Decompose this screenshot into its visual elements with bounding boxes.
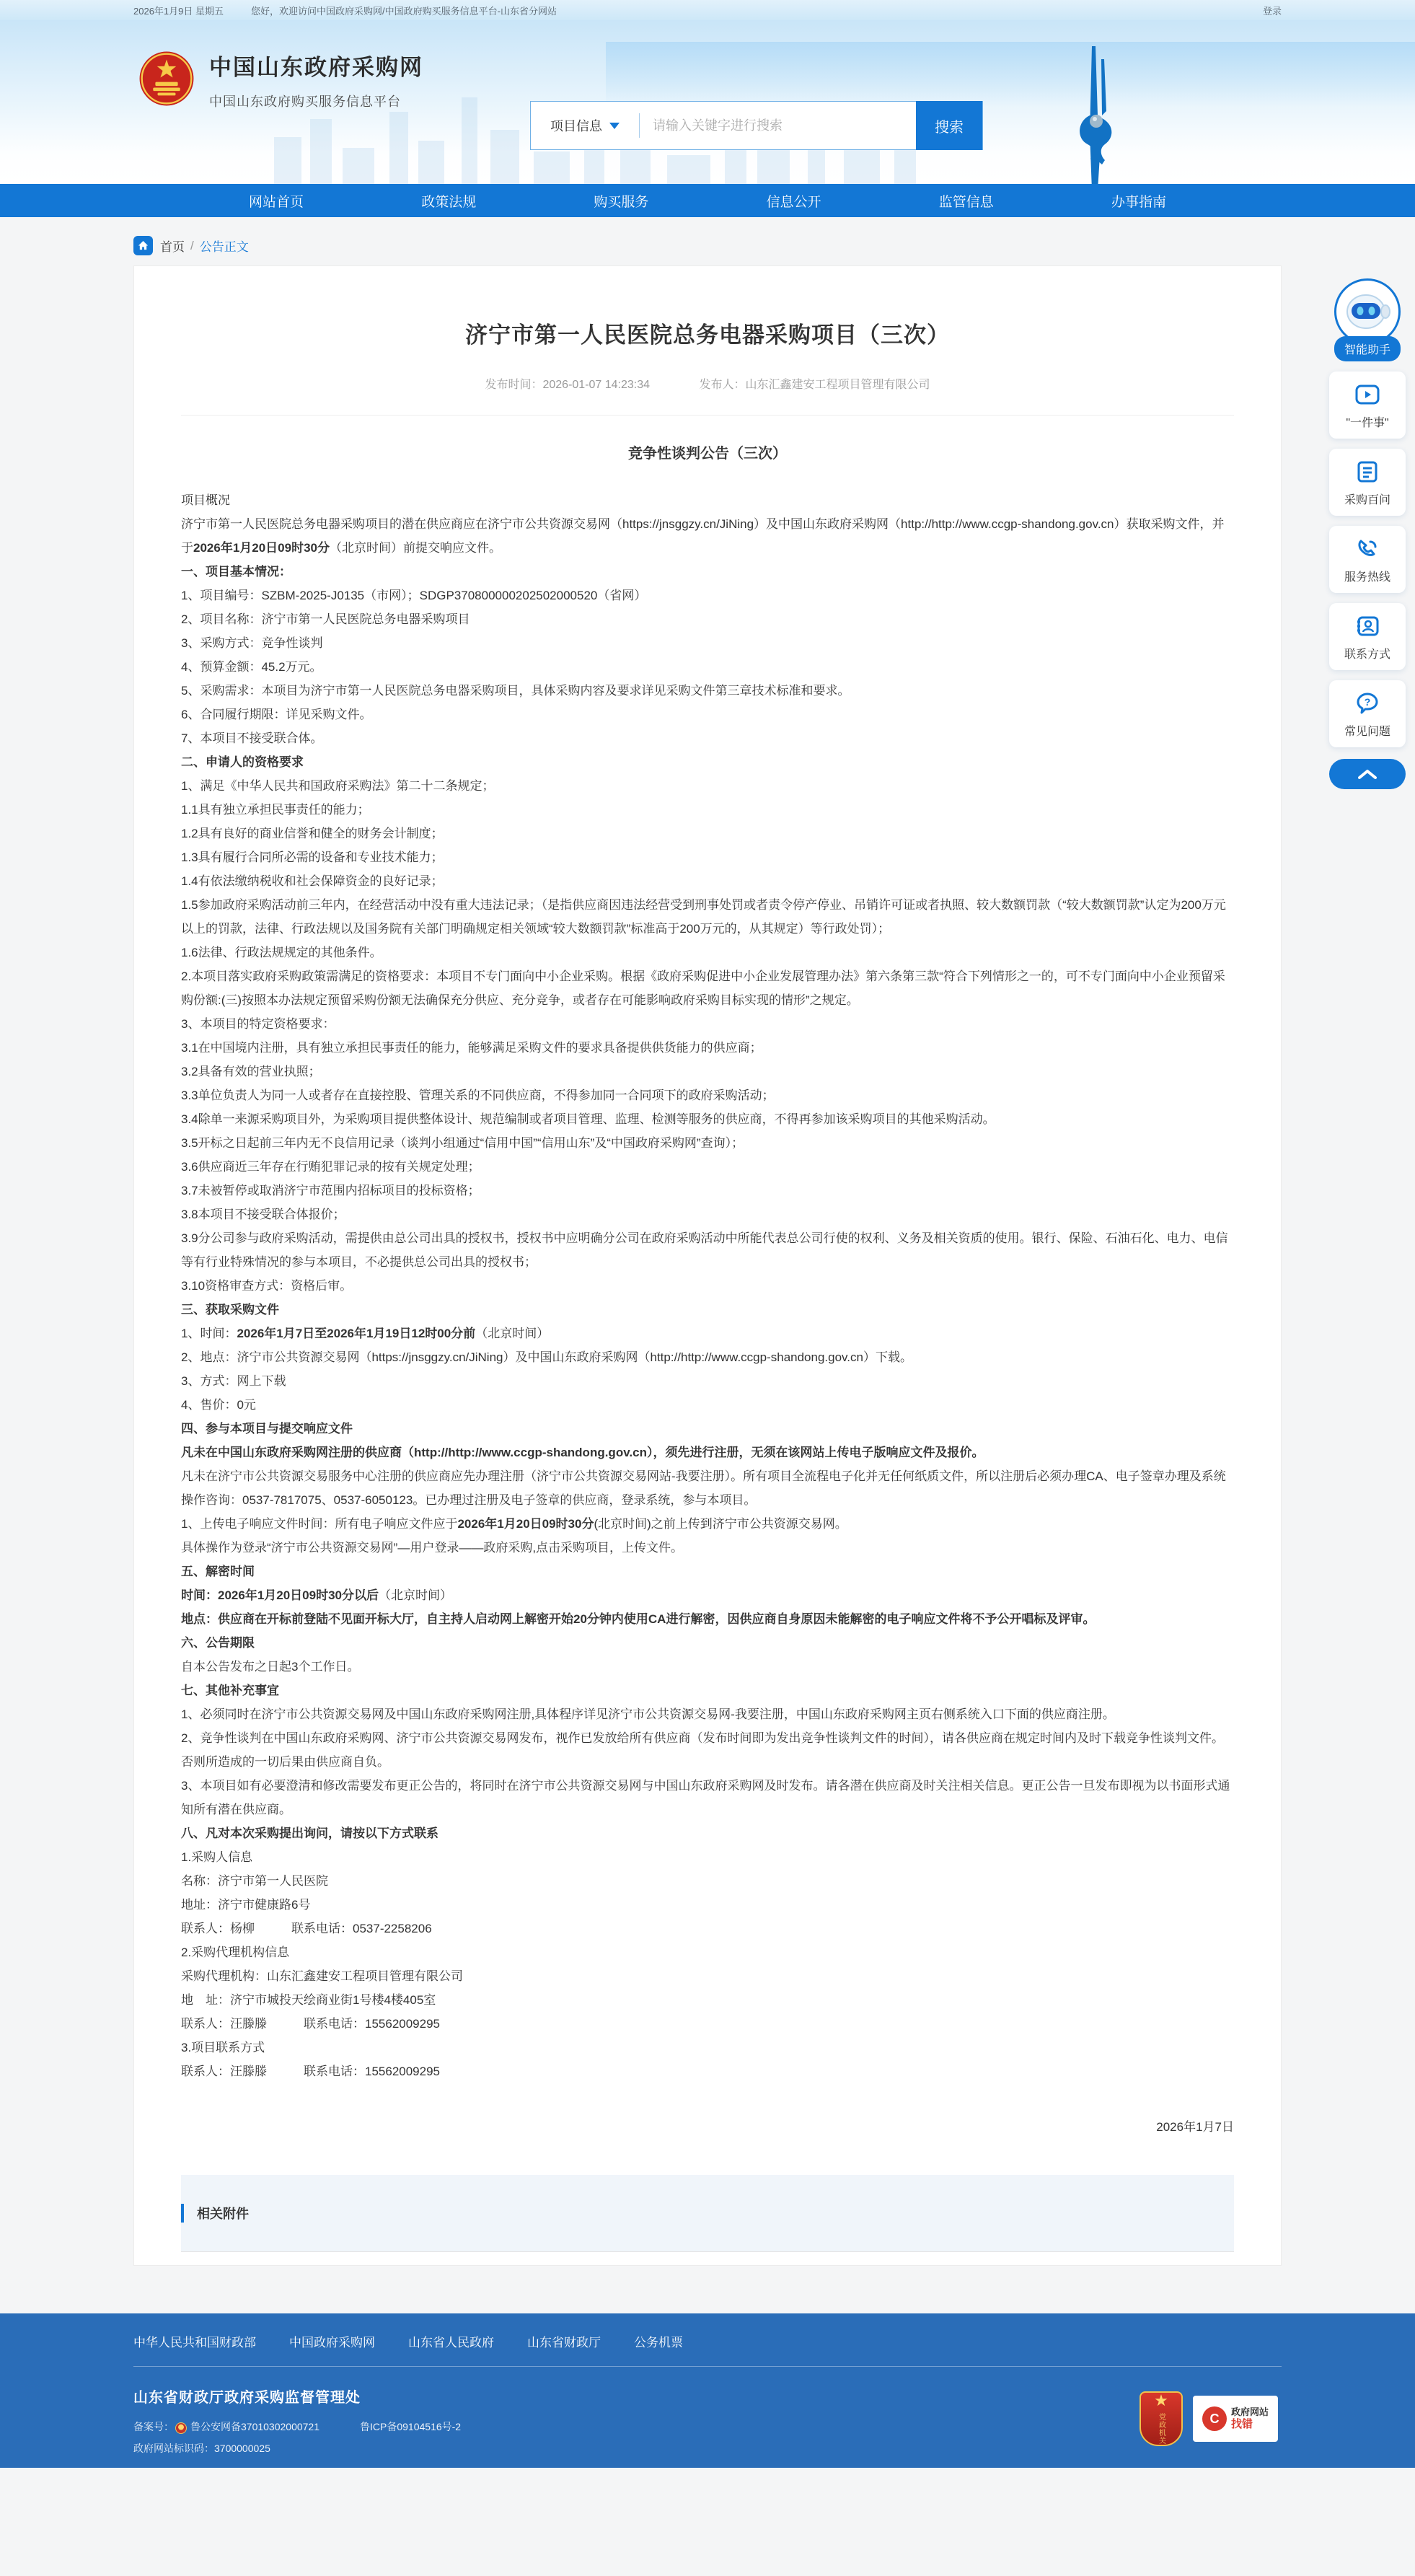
publish-time [485,379,653,391]
article-paragraph [181,1369,1234,1393]
article-text: 3.2具备有效的营业执照； [181,1065,321,1078]
article-text: 1.2具有良好的商业信誉和健全的财务会计制度； [181,827,444,840]
article-paragraph [181,607,1234,631]
article-text: 2、地点：济宁市公共资源交易网（https://jnsggzy.cn/JiNing）及中国山东政府采购网（http://http://www.ccgp-shandong.gov.cn）下载。 [181,1350,912,1364]
article-paragraph [181,655,1234,679]
article-text: 6、合同履行期限：详见采购文件。 [181,708,372,721]
article-text-bold: 六、公告期限 [181,1636,255,1650]
spring-city-sculpture-decoration [1066,46,1127,184]
article-paragraph [181,1845,1234,1869]
article-text: 7、本项目不接受联合体。 [181,731,323,745]
sidebar-tool-2[interactable] [1329,526,1406,593]
article-text: 3.4除单一来源采购项目外，为采购项目提供整体设计、规范编制或者项目管理、监理、检测等服务的供应商，不得再参加该采购项目的其他采购活动。 [181,1112,995,1126]
site-code-value: 3700000025 [214,2443,270,2454]
article-paragraph [181,1631,1234,1655]
site-subtitle: 中国山东政府购买服务信息平台 [209,94,401,109]
article-paragraph [181,1203,1234,1226]
nav-item-1[interactable]: 政策法规 [421,194,477,210]
article-paragraph [181,1083,1234,1107]
footer-link-2[interactable]: 山东省人民政府 [408,2336,494,2349]
article-text: 联系人：汪滕滕 联系电话：15562009295 [181,2017,440,2031]
svg-text:?: ? [1364,696,1371,708]
search-category-label: 项目信息 [550,119,602,133]
article-paragraph [181,1322,1234,1345]
article-text-bold: 2026年1月20日09时30分 [193,541,330,555]
beian-label: 备案号： [133,2421,174,2432]
chevron-down-icon [609,123,620,129]
article-text: 3、本项目的特定资格要求： [181,1017,335,1031]
announcement-subtitle: 竞争性谈判公告（三次） [628,446,787,462]
article-text: 1.6法律、行政法规规定的其他条件。 [181,946,382,959]
login-link[interactable]: 登录 [1262,5,1282,17]
publish-time-value: 2026-01-07 14:23:34 [542,379,651,391]
sidebar-tool-3[interactable] [1329,603,1406,670]
attachments-section [181,2175,1234,2252]
ai-assistant-avatar[interactable] [1334,278,1401,345]
article-text: 地址：济宁市健康路6号 [181,1898,311,1912]
article-text: 凡未在济宁市公共资源交易服务中心注册的供应商应先办理注册（济宁市公共资源交易网站-我要注册）。所有项目全流程电子化并无任何纸质文件，所以注册后必须办理CA、电子签章办理及系统操作咨询：0537-7817075、0537-6050123。已办理过注册及电子签章的供应商，登录系统，参与本项目。 [181,1469,1226,1507]
nav-item-2[interactable]: 购买服务 [594,194,649,210]
page-title: 济宁市第一人民医院总务电器采购项目（三次） [465,322,950,348]
article-paragraph [181,1560,1234,1583]
site-header [0,20,1415,184]
article-text: 1.采购人信息 [181,1850,253,1864]
sidebar-tool-label: 联系方式 [1344,649,1390,661]
article-text: 名称：济宁市第一人民医院 [181,1874,328,1888]
footer-department: 山东省财政厅政府采购监督管理处 [133,2390,361,2406]
meta-divider [181,415,1234,416]
footer-beian-row [133,2419,1282,2434]
article-text: 5、采购需求：本项目为济宁市第一人民医院总务电器采购项目，具体采购内容及要求详见采购文件第三章技术标准和要求。 [181,684,850,698]
article-text-bold: 地点：供应商在开标前登陆不见面开标大厅，自主持人启动网上解密开始20分钟内使用CA进行解密，因供应商自身原因未能解密的电子响应文件将不予公开唱标及评审。 [181,1612,1096,1626]
footer-link-3[interactable]: 山东省财政厅 [527,2336,601,2349]
phone-icon [1332,536,1403,562]
article-text: 1、满足《中华人民共和国政府采购法》第二十二条规定； [181,779,495,793]
article-paragraph [181,1869,1234,1893]
article-text-bold: 五、解密时间 [181,1565,255,1578]
article-paragraph [181,1774,1234,1821]
article-text-bold: 七、其他补充事宜 [181,1684,279,1697]
article-paragraph [181,1298,1234,1322]
document-icon [1332,459,1403,485]
article-paragraph [181,1607,1234,1631]
article-text: 3.10资格审查方式：资格后审。 [181,1279,353,1293]
sidebar-tool-label: "一件事" [1346,417,1389,429]
article-paragraph [181,774,1234,798]
star-icon: ★ [1154,2391,1168,2409]
search-bar [530,101,983,150]
nav-item-0[interactable]: 网站首页 [249,194,304,210]
search-input[interactable] [640,118,916,133]
article-paragraph [181,1988,1234,2012]
article-text: 3.项目联系方式 [181,2041,265,2054]
gov-agency-badge[interactable] [1140,2391,1183,2446]
sidebar-tool-0[interactable] [1329,372,1406,439]
article-text: 3.8本项目不接受联合体报价； [181,1208,345,1221]
article-text: 3、采购方式：竞争性谈判 [181,636,323,650]
announcement-date: 2026年1月7日 [1156,2120,1234,2134]
floating-toolbar [1326,278,1409,789]
article-text: 1、上传电子响应文件时间：所有电子响应文件应于 [181,1517,458,1531]
search-button[interactable]: 搜索 [916,101,982,150]
article-text: 3.9分公司参与政府采购活动，需提供由总公司出具的授权书，授权书中应明确分公司在政府采购活动中所能代表总公司行使的权利、义务及相关资质的使用。银行、保险、石油石化、电力、电信等有行业特殊情况的参与本项目，不必提供总公司出具的授权书； [181,1231,1228,1269]
article-text: （北京时间）前提交响应文件。 [330,541,502,555]
attachments-label: 相关附件 [181,2204,1234,2223]
article-paragraph [181,2012,1234,2036]
breadcrumb-home[interactable]: 首页 [160,240,185,254]
article-paragraph [181,1821,1234,1845]
sidebar-tool-4[interactable] [1329,680,1406,747]
article-paragraph [181,798,1234,822]
footer-link-1[interactable]: 中国政府采购网 [289,2336,375,2349]
article-paragraph [181,1726,1234,1774]
article-text: 1.1具有独立承担民事责任的能力； [181,803,370,817]
nav-item-4[interactable]: 监管信息 [938,194,994,210]
footer-divider [133,2366,1282,2367]
article-paragraph [181,1679,1234,1702]
breadcrumb-separator: / [190,238,194,252]
article-text: 2.本项目落实政府采购政策需满足的资格要求：本项目不专门面向中小企业采购。根据《政府采购促进中小企业发展管理办法》第六条第三款“符合下列情形之一的，可不专门面向中小企业预留采购份额:(三)按照本办法规定预留采购份额无法确保充分供应、充分竞争，或者存在可能影响政府采购目标实现的情形”之规定。 [181,970,1225,1007]
footer-link-0[interactable]: 中华人民共和国财政部 [133,2336,256,2349]
article-paragraph [181,1441,1234,1464]
article-text: 3.5开标之日起前三年内无不良信用记录（谈判小组通过“信用中国”“信用山东”及“中国政府采购网”查询）； [181,1136,744,1150]
article-text: 自本公告发布之日起3个工作日。 [181,1660,360,1674]
footer-site-code-row [133,2441,1282,2456]
article-paragraph [181,1940,1234,1964]
article-text: 3.1在中国境内注册，具有独立承担民事责任的能力，能够满足采购文件的要求具备提供供货能力的供应商； [181,1041,762,1055]
site-logo [138,50,423,110]
current-date: 2026年1月9日 星期五 [133,5,224,17]
article-paragraph [181,1893,1234,1917]
article-text-bold: 凡未在中国山东政府采购网注册的供应商（http://http://www.ccgp-shandong.gov.cn），须先进行注册，无须在该网站上传电子版响应文件及报价。 [181,1446,984,1459]
site-code-label: 政府网站标识码： [133,2443,214,2454]
nav-item-5[interactable]: 办事指南 [1111,194,1166,210]
article-paragraph [181,631,1234,655]
article-text: 联系人：杨柳 联系电话：0537-2258206 [181,1922,432,1935]
footer-badges [1140,2391,1278,2446]
article-paragraph [181,750,1234,774]
article-paragraph [181,1345,1234,1369]
gov-agency-badge-label: 党政机关 [1157,2413,1165,2445]
publisher [700,379,930,391]
article-paragraph [181,1512,1234,1536]
article-paragraph [181,1226,1234,1274]
article-paragraph [181,512,1234,560]
article-text: （北京时间） [379,1588,453,1602]
article-paragraph [181,1536,1234,1560]
article-paragraph [181,1702,1234,1726]
article-paragraph [181,560,1234,584]
contact-card-icon [1332,613,1403,639]
article-text: 济宁市第一人民医院总务电器采购项目的潜在供应商应在济宁市公共资源交易网（https://jnsggzy.cn/JiNing）及中国山东政府采购网（http://http://www.ccgp-shandong.gov.cn）获取采购文件，并于 [181,517,1225,555]
find-error-line1: 政府网站 [1230,2406,1269,2418]
article-text-bold: 三、获取采购文件 [181,1303,279,1316]
robot-icon [1344,293,1390,330]
article-text-bold: 八、凡对本次采购提出询问，请按以下方式联系 [181,1827,438,1840]
article-paragraph [181,726,1234,750]
article-text: 3、方式：网上下载 [181,1374,286,1388]
article-text: 具体操作为登录“济宁市公共资源交易网”—用户登录——政府采购,点击采购项目，上传文件。 [181,1541,684,1555]
publisher-label: 发布人： [699,379,746,391]
article-paragraph [181,679,1234,703]
top-bar [0,0,1415,20]
article-text-bold: 一、项目基本情况： [181,565,291,579]
article-text-bold: 四、参与本项目与提交响应文件 [181,1422,353,1436]
article-text: 采购代理机构：山东汇鑫建安工程项目管理有限公司 [181,1969,463,1983]
article-text: 1.3具有履行合同所必需的设备和专业技术能力； [181,850,444,864]
article-paragraph [181,1155,1234,1179]
article-meta [181,375,1234,392]
breadcrumb [0,217,1415,255]
article-text: 1、时间： [181,1327,237,1340]
main-nav [0,184,1415,217]
article-paragraph [181,964,1234,1012]
article-text: 2、项目名称：济宁市第一人民医院总务电器采购项目 [181,612,470,626]
article-body [181,488,1234,2083]
sidebar-tool-label: 常见问题 [1344,726,1390,738]
site-title: 中国山东政府采购网 [209,55,423,80]
article-paragraph [181,1583,1234,1607]
article-text: 1.5参加政府采购活动前三年内，在经营活动中没有重大违法记录；（是指供应商因违法经营受到刑事处罚或者责令停产停业、吊销许可证或者执照、较大数额罚款（“较大数额罚款”认定为200万元以上的罚款，法律、行政法规以及国务院有关部门明确规定相关领域“较大数额罚款”标准高于200万元的，从其规定）等行政处罚）； [181,898,1226,936]
site-footer [0,2313,1415,2468]
article-paragraph [181,1107,1234,1131]
sidebar-tool-1[interactable] [1329,449,1406,516]
article-paragraph [181,584,1234,607]
ai-assistant-label[interactable]: 智能助手 [1334,336,1401,361]
article-paragraph [181,2060,1234,2083]
article-text: 4、售价：0元 [181,1398,256,1412]
article-paragraph [181,1131,1234,1155]
publish-time-label: 发布时间： [485,379,543,391]
article-text-bold: 时间：2026年1月20日09时30分以后 [181,1588,379,1602]
article-paragraph [181,1036,1234,1060]
nav-item-3[interactable]: 信息公开 [766,194,821,210]
article-text: 项目概况 [181,493,230,507]
welcome-text: 您好，欢迎访问中国政府采购网/中国政府购买服务信息平台-山东省分网站 [251,5,557,17]
article-paragraph [181,941,1234,964]
footer-link-4[interactable]: 公务机票 [634,2336,683,2349]
search-category-dropdown[interactable] [531,116,639,135]
article-paragraph [181,1917,1234,1940]
article-text: （北京时间） [475,1327,550,1340]
article-paragraph [181,488,1234,512]
article-paragraph [181,1274,1234,1298]
find-error-logo-icon: C [1202,2406,1227,2431]
article-text: 3.7未被暂停或取消济宁市范围内招标项目的投标资格； [181,1184,480,1197]
article-text-bold: 2026年1月7日至2026年1月19日12时00分前 [237,1327,476,1340]
article-paragraph [181,822,1234,845]
article-paragraph [181,1464,1234,1512]
article-paragraph [181,1417,1234,1441]
article-paragraph [181,1655,1234,1679]
article-paragraph [181,703,1234,726]
article-paragraph [181,893,1234,941]
article-text: 联系人：汪滕滕 联系电话：15562009295 [181,2065,440,2078]
sidebar-tool-label: 服务热线 [1344,571,1390,584]
article-text: 2、竞争性谈判在中国山东政府采购网、济宁市公共资源交易网发布，视作已发放给所有供应商（发布时间即为发出竞争性谈判文件的时间），请各供应商在规定时间内及时下载竞争性谈判文件。否则所造成的一切后果由供应商自负。 [181,1731,1224,1769]
article-paragraph [181,1060,1234,1083]
beian-icp-number[interactable]: 鲁ICP备09104516号-2 [360,2421,462,2432]
home-icon[interactable] [133,236,153,255]
question-icon [1332,690,1403,716]
article-text: 4、预算金额：45.2万元。 [181,660,322,674]
article-text: (北京时间)之前上传到济宁市公共资源交易网。 [594,1517,847,1531]
article-text: 3.3单位负责人为同一人或者存在直接控股、管理关系的不同供应商，不得参加同一合同项下的政府采购活动； [181,1089,775,1102]
publisher-value: 山东汇鑫建安工程项目管理有限公司 [745,379,930,391]
article-paragraph [181,869,1234,893]
breadcrumb-current[interactable]: 公告正文 [199,240,249,254]
article-text-bold: 二、申请人的资格要求 [181,755,304,769]
back-to-top-button[interactable] [1329,759,1406,789]
site-error-report-badge[interactable] [1193,2396,1278,2442]
article-text: 2.采购代理机构信息 [181,1946,290,1959]
article-paragraph [181,2036,1234,2060]
national-emblem-icon [138,50,195,107]
article-text: 1、项目编号：SZBM-2025-J0135（市网）；SDGP370800000202502000520（省网） [181,589,647,602]
article-text: 3、本项目如有必要澄清和修改需要发布更正公告的，将同时在济宁市公共资源交易网与中国山东政府采购网及时发布。请各潜在供应商及时关注相关信息。更正公告一旦发布即视为以书面形式通知所有潜在供应商。 [181,1779,1230,1816]
beian-police-number[interactable]: 鲁公安网备37010302000721 [190,2421,320,2432]
announcement-card [133,265,1282,2266]
article-text: 1、必须同时在济宁市公共资源交易网及中国山东政府采购网注册,具体程序详见济宁市公共资源交易网-我要注册，中国山东政府采购网主页右侧系统入口下面的供应商注册。 [181,1707,1115,1721]
video-icon [1332,382,1403,408]
article-paragraph [181,845,1234,869]
article-paragraph [181,1393,1234,1417]
police-badge-icon [175,2422,187,2434]
chevron-up-icon [1358,769,1377,779]
sidebar-tool-label: 采购百问 [1344,494,1390,506]
find-error-line2: 找错 [1230,2417,1253,2430]
article-paragraph [181,1964,1234,1988]
article-text-bold: 2026年1月20日09时30分 [457,1517,594,1531]
article-text: 1.4有依法缴纳税收和社会保障资金的良好记录； [181,874,444,888]
article-text: 3.6供应商近三年存在行贿犯罪记录的按有关规定处理； [181,1160,480,1174]
article-paragraph [181,1012,1234,1036]
article-paragraph [181,1179,1234,1203]
article-text: 地 址：济宁市城投天绘商业街1号楼4楼405室 [181,1993,436,2007]
